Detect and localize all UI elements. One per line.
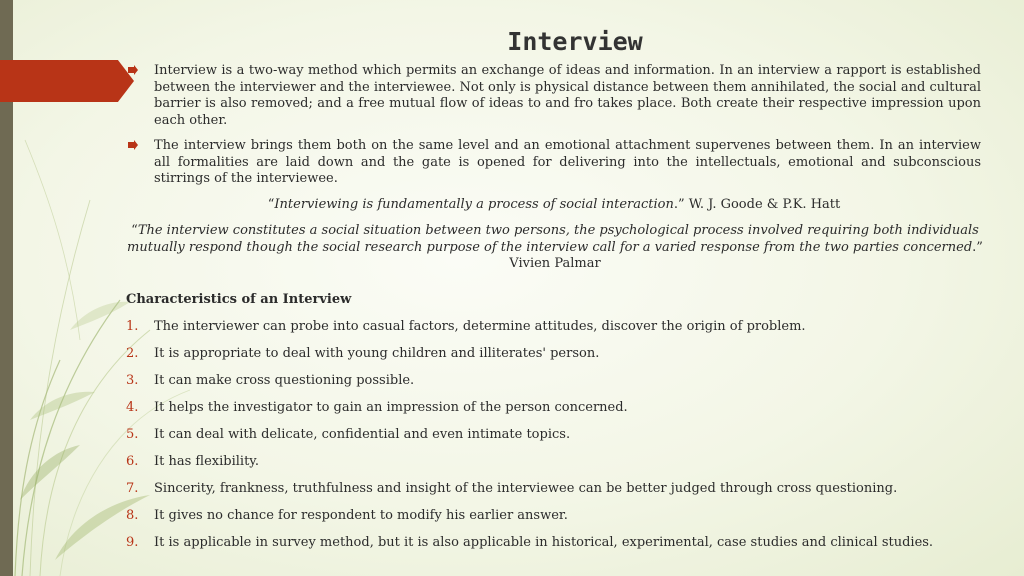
quote-text: Interviewing is fundamentally a process of social interaction [274,197,674,212]
list-number: 4. [126,400,139,415]
list-number: 5. [126,427,139,442]
accent-tab [0,60,134,102]
quote-goode-hatt [254,197,854,214]
list-text: It has flexibility. [154,454,260,469]
list-text: It gives no chance for respondent to modify his earlier answer. [154,508,568,523]
paragraph-attachment: The interview brings them both on the same level and an emotional attachment supervenes between them. In an interview all formalities are laid down and the gate is opened for delivering into the intellectuals, emotional and subconscious stirrings of the interviewee. [154,138,981,186]
list-item [126,372,414,390]
list-item [126,453,259,471]
arrow-bullet-icon [127,139,139,151]
list-number: 8. [126,508,139,523]
list-number: 7. [126,481,139,496]
list-text: It is appropriate to deal with young children and illiterates' person. [154,346,600,361]
list-text: It is applicable in survey method, but it is also applicable in historical, experimental, case studies and clinical studies. [154,535,934,550]
quote-text: The interview constitutes a social situation between two persons, the psychological process involved requiring both individuals mutually respond though the social research purpose of the interview call for a varied response from the two parties concerned [127,223,979,255]
list-text: The interviewer can probe into casual factors, determine attitudes, discover the origin of problem. [154,319,806,334]
list-number: 1. [126,319,139,334]
list-item [126,345,599,363]
list-item [126,399,628,417]
quote-open-mark: “ [267,197,275,212]
list-number: 9. [126,535,139,550]
list-item [126,318,806,336]
list-item [126,507,568,525]
characteristics-heading: Characteristics of an Interview [126,292,352,307]
arrow-bullet-icon [127,64,139,76]
list-number: 6. [126,454,139,469]
list-text: Sincerity, frankness, truthfulness and insight of the interviewee can be better judged through cross questioning. [154,481,898,496]
list-text: It can deal with delicate, confidential and even intimate topics. [154,427,571,442]
quote-vivien-palmar [124,223,986,273]
list-text: It can make cross questioning possible. [154,373,415,388]
quote-close-mark: .” [972,239,983,255]
list-number: 2. [126,346,139,361]
list-text: It helps the investigator to gain an impression of the person concerned. [154,400,628,415]
quote-open-mark: “ [131,223,138,238]
slide-title: Interview [507,27,643,56]
paragraph-intro: Interview is a two-way method which permits an exchange of ideas and information. In an interview a rapport is established between the interviewer and the interviewee. Not only is physical distance between them annihilated, the social and cultural barrier is also removed; and a free mutual flow of ideas to and fro takes place. Both create their respective impression upon each other. [154,63,981,128]
list-number: 3. [126,373,139,388]
quote-close-mark: .” [673,197,685,212]
list-item [126,534,933,552]
list-item [126,426,570,444]
list-item [126,480,897,498]
quote-author: Vivien Palmar [509,256,601,271]
quote-author: W. J. Goode & P.K. Hatt [684,197,841,212]
